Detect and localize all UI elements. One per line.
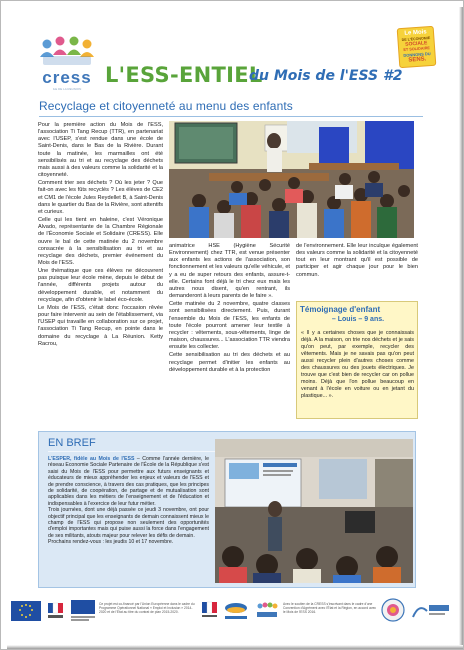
europe-logo-icon — [71, 600, 95, 622]
footer-text-right: Avec le soutien de la CRESS s'inscrivant dans le cadre d'une Convention d'Agrément avec l'État et la Région, en accord avec le Mois de l'ESS 2016. — [283, 602, 377, 615]
badge-line: SOCIALE — [404, 40, 428, 48]
logo-tagline: ILE DE LA REUNION — [52, 87, 82, 91]
page-shadow-right — [459, 7, 463, 650]
article-paragraph: Celle qui les tient en haleine, c'est Véronique Alvado, représentante de la Chambre Régionale de l'Économie Sociale et Solidaire (CRESS). Elle ouvre le bal de cette matinée du 2 novembre consacrée à la sensibilisation au tri et au recyclage des déchets, premier événement du Mois de l'ESS. — [38, 217, 163, 266]
article-headline: Recyclage et citoyenneté au menu des enfants — [39, 99, 293, 113]
badge-line: Le Mois — [404, 29, 427, 37]
article-paragraph: animatrice HSE (Hygiène Sécurité Environnement) chez TTR, est venue présenter aux enfants les actions de l'association, son fonctionnement et les valeurs qu'elle véhicule, et y a eu de super retours des enfants, assure-t-elle. Certains font déjà le tri chez eux mais les autres nous disent, qu'en rentrant, ils demanderont à leurs parents de le faire ». — [169, 243, 290, 300]
marianne-logo-icon — [47, 602, 65, 620]
republique-logo-icon — [201, 601, 219, 621]
en-bref-paragraph: – Comme l'année dernière, le réseau Economie Sociale Partenaire de l'École de la République s'est saisi du Mois de l'ESS pour permettre aux futurs enseignants et éducateurs de mieux appréhender les enjeux et valeurs de l'ESS et de prendre conscience, à travers des cas pratiques, que les principes de solidarité, de coopération, de partage et de mutualisation sont applicables dans les métiers de l'enseignement et de l'éducation et indispensables à l'exercice de leur futur métier. — [48, 456, 209, 507]
conference-photo — [215, 439, 413, 583]
article-paragraph: Cette matinée du 2 novembre, quatre classes sont sensibilisées directement. Puis, durant l'ensemble du Mois de l'ESS, les enfants de toute l'école pourront amener leur textile à recycler : vêtements, sous-vêtements, linge de maison, chaussures... L'association TTR viendra ensuite les collecter. — [169, 301, 290, 351]
footer-text-left: Ce projet est co-financé par l'Union Européenne dans le cadre du Programme Opérationnel National « Emploi et Inclusion » 2014-2020 et de l'État au titre du contrat de plan 2015-2020. — [99, 602, 195, 615]
article-paragraph: Une thématique que ces élèves ne découvrent pas puisque leur école mène, depuis le début de l'année, différents projets autour du développement durable, et notamment du recyclage, afin d'obtenir le label éco-école. — [38, 268, 163, 303]
en-bref-title: EN BREF — [48, 437, 96, 449]
en-bref-paragraph: Trois journées, dont une déjà passée ce jeudi 3 novembre, ont pour objectif principal que les enseignants de demain connaissent mieux le champ de l'ESS qui propose non seulement des opportunités d'emploi importantes mais qui puise aussi la force dans l'engagement de ses militants, atouts majeur pour relever les défis de demain. — [48, 507, 209, 539]
testimony-quote: « Il y a certaines choses que je connaissais déjà. A la maison, on trie nos déchets et je sais qu'on peut, par exemple, recycler des vêtements. Mais je ne savais pas qu'on peut aussi recycler plein d'autres choses comme des chaussures ou des jouets électriques. Je trouve que c'est bien de recycler car on pollue moins. Déjà que l'on pollue beaucoup en venant à l'école en voiture ou en jetant du plastique... ». — [301, 330, 414, 399]
badge-line: DE L'ÉCONOMIE — [401, 36, 431, 43]
page-shadow-bottom — [7, 645, 464, 649]
en-bref-text — [48, 456, 209, 546]
testimony-author: – Louis – 9 ans. — [331, 316, 385, 323]
testimony-title: Témoignage d'enfant — [300, 305, 381, 314]
badge-line: DONNONS DU — [403, 51, 431, 58]
round-logo-icon — [381, 598, 405, 622]
article-column-2 — [169, 243, 290, 375]
article-column-3 — [296, 243, 418, 280]
reunion-logo-icon — [223, 601, 249, 621]
article-column-1 — [38, 122, 163, 349]
en-bref-box — [38, 431, 416, 588]
article-paragraph: Cette sensibilisation au tri des déchets et au recyclage permet d'initier les enfants au développement durable et à la protection — [169, 352, 290, 373]
mois-ess-badge — [397, 26, 437, 68]
logo-text: cress — [42, 68, 92, 87]
article-paragraph: Comment trier ses déchets ? Où les jeter ? Que fait-on avec les fûts recyclés ? Les élèves de CE2 et CM1 de l'école Jules Reydellet B, à Saint-Denis dans le quartier du Bas de la Rivière, sont attentifs et curieux. — [38, 180, 163, 215]
headline-divider — [39, 116, 423, 117]
en-bref-paragraph: Prochains rendez-vous : les jeudis 10 et 17 novembre. — [48, 539, 174, 546]
cress-logo-small-icon — [255, 601, 279, 621]
article-paragraph: de l'environnement. Elle leur inculque également des valeurs comme la solidarité et la citoyenneté tout en leur montrant qu'il est possible de participer et agir chaque jour pour le bien commun. — [296, 243, 418, 278]
article-paragraph: Le Mois de l'ESS, c'était donc l'occasion rêvée pour faire intervenir au sein de l'établissement, via l'USEP qui travaille en collaboration sur ce projet, l'association Ti Tang Recup, en pointe dans le domaine du recyclage à La Réunion. Ketty Racrou, — [38, 304, 163, 347]
newsletter-subtitle: du Mois de l'ESS #2 — [249, 68, 403, 84]
cress-logo-right-icon — [411, 599, 451, 621]
badge-line: ET SOLIDAIRE — [403, 46, 431, 52]
newsletter-title: L'ESS-ENTIEL — [105, 63, 263, 87]
cress-logo — [35, 35, 99, 71]
classroom-photo — [169, 121, 414, 238]
badge-line: SENS. — [408, 56, 427, 64]
article-paragraph: Pour la première action du Mois de l'ESS, l'association Ti Tang Recup (TTR), en partenariat avec l'USEP, s'est rendue dans une école de Saint-Denis, dans le Bas de la Rivière. Durant toute la matinée, les marmailles ont été sensibilisés au tri et au recyclage des déchets mais aussi à des valeurs comme la solidarité et la citoyenneté. — [38, 122, 163, 179]
testimony-box — [296, 301, 418, 419]
en-bref-lead: L'ESPER, fidèle au Mois de l'ESS — [48, 456, 135, 462]
eu-flag-icon — [11, 601, 41, 621]
